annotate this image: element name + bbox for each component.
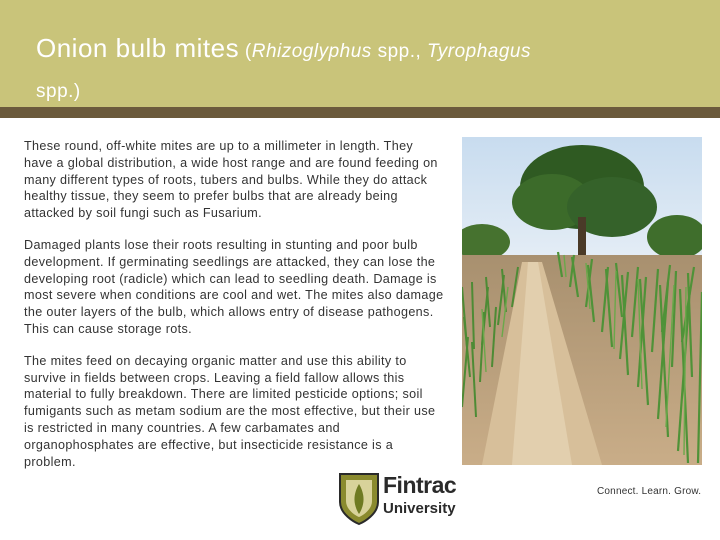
title-sci-open: ( (239, 41, 252, 62)
title-genus-1: Rhizoglyphus (251, 41, 372, 62)
slide-title (36, 30, 696, 110)
paragraph-damage: Damaged plants lose their roots resulting in stunting and poor bulb development. If germinating seedlings are attacked, they can lose the developing root (radicle) which can lead to seedling death. Damage is most severe when conditions are cool and wet. The mites also damage the outer layers of the bulb, which allows entry of disease pathogens. This can cause storage rots. (24, 237, 444, 336)
paragraph-description: These round, off-white mites are up to a millimeter in length. They have a global distribution, a wide host range and are found feeding on many different types of roots, tubers and bulbs. While they do attack healthy tissue, they seem to prefer bulbs that are already being attacked by soil fungi such as Fusarium. (24, 139, 438, 221)
onion-field-photo (462, 137, 702, 465)
title-spp-2: spp.) (36, 81, 81, 102)
logo-tagline: Connect. Learn. Grow. (597, 486, 702, 497)
logo-subtitle: University (383, 500, 456, 517)
title-spp-1: spp., (371, 41, 428, 62)
body-text (24, 138, 444, 485)
title-genus-2: Tyrophagus (427, 41, 531, 62)
title-main: Onion bulb mites (36, 33, 240, 63)
paragraph-control: The mites feed on decaying organic matter and use this ability to survive in fields between crops. Leaving a field fallow allows this material to fully breakdown. There are limited pesticide options; soil fumigants such as metam sodium are the most effective, but their use is restricted in many countries. A few carbamates and organophosphates are effective, but insecticide resistance is a problem. (24, 353, 436, 469)
logo-name: Fintrac (383, 472, 457, 498)
